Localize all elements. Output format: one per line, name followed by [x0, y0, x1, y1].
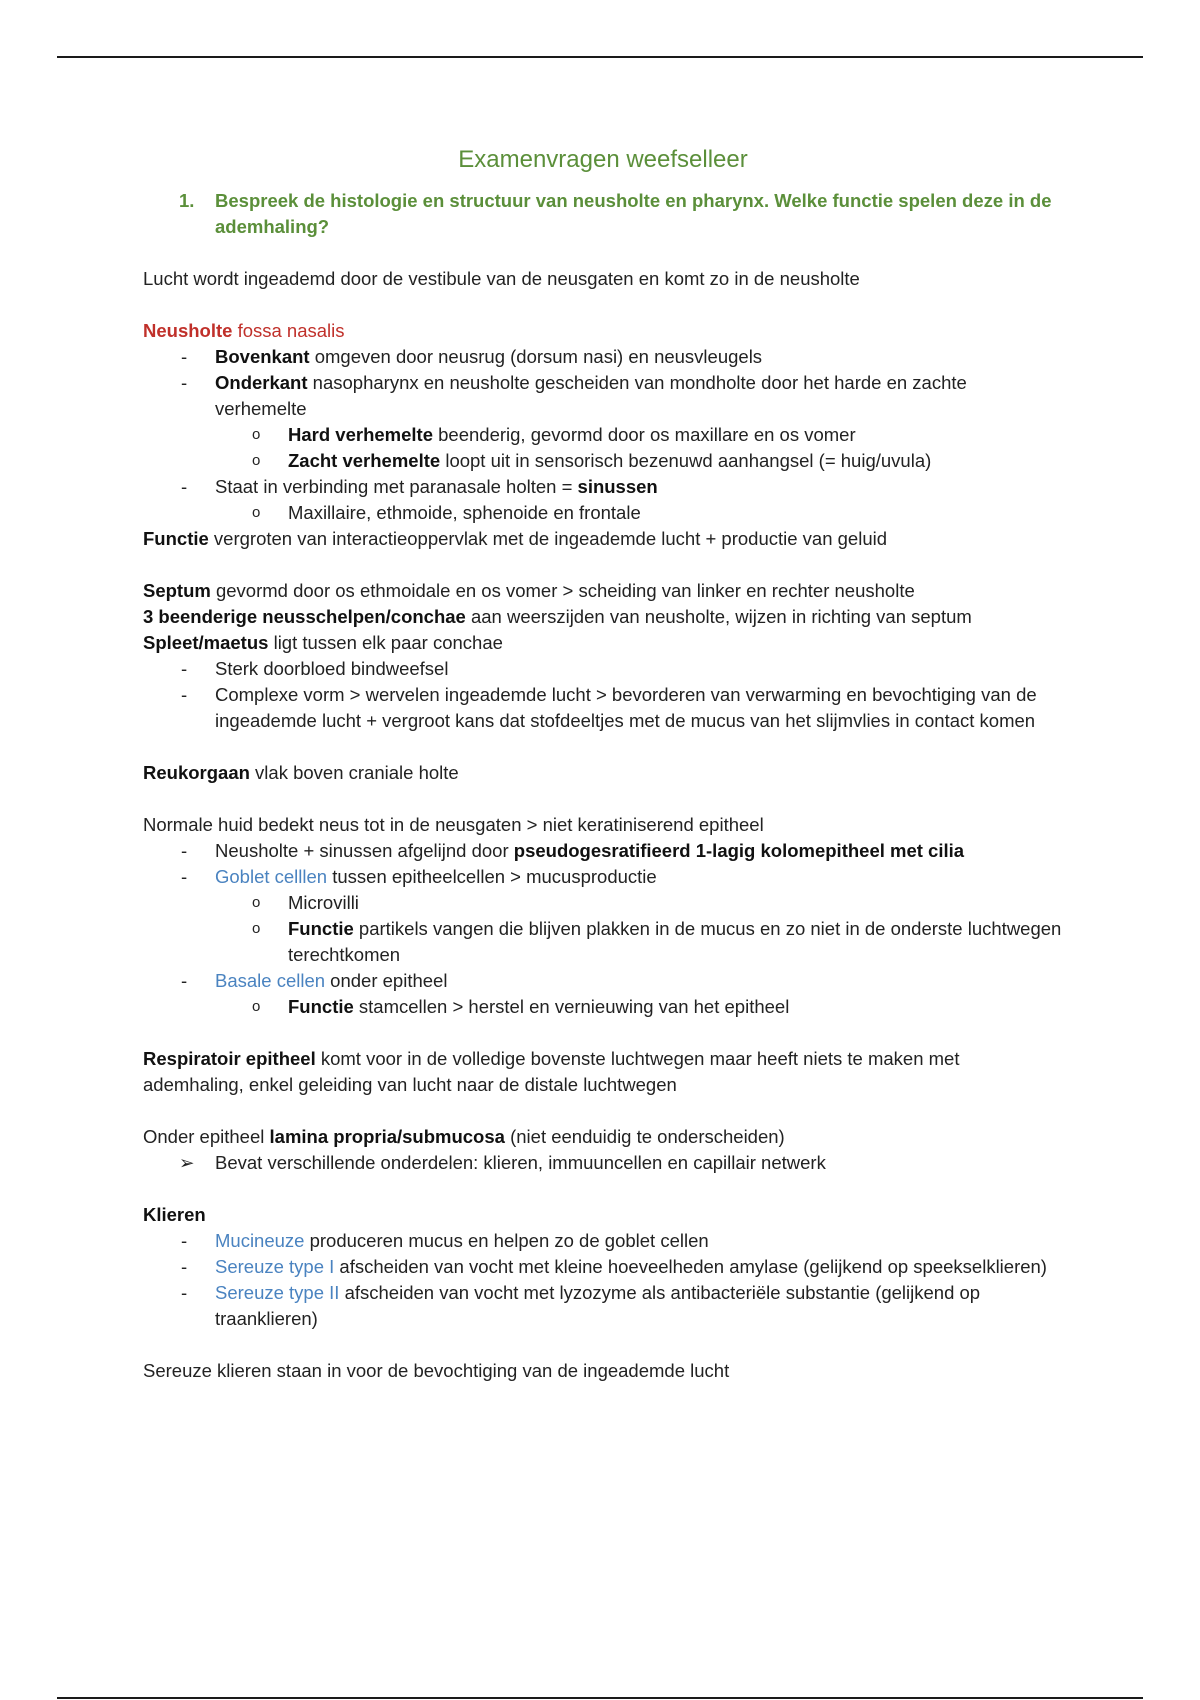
maetus-line: Spleet/maetus ligt tussen elk paar conchae — [143, 632, 503, 653]
sub-list-item: o Zacht verhemelte loopt uit in sensorisch bezenuwd aanhangsel (= huig/uvula) — [252, 450, 932, 471]
closing-line: Sereuze klieren staan in voor de bevochtiging van de ingeademde lucht — [143, 1360, 730, 1381]
septum-line: Septum gevormd door os ethmoidale en os vomer > scheiding van linker en rechter neusholte — [143, 580, 915, 601]
sub-list-item: o Maxillaire, ethmoide, sphenoide en frontale — [252, 502, 641, 523]
list-item: - Sterk doorbloed bindweefsel — [181, 658, 449, 679]
list-item: - Mucineuze produceren mucus en helpen zo de goblet cellen — [181, 1230, 709, 1251]
arrow-list-item: ➢ Bevat verschillende onderdelen: klieren, immuuncellen en capillair netwerk — [143, 1150, 1063, 1176]
intro-paragraph: Lucht wordt ingeademd door de vestibule van de neusgaten en komt zo in de neusholte — [143, 268, 860, 289]
document-title: Examenvragen weefselleer — [458, 146, 748, 173]
list-item: - Neusholte + sinussen afgelijnd door pseudogesratifieerd 1-lagig kolomepitheel met cilia — [181, 840, 965, 861]
conchae-line: 3 beenderige neusschelpen/conchae aan weerszijden van neusholte, wijzen in richting van septum — [143, 606, 972, 627]
respiratoir-paragraph: Respiratoir epitheel komt voor in de volledige bovenste luchtwegen maar heeft niets te maken met ademhaling, enkel geleiding van lucht naar de distale luchtwegen — [143, 1048, 960, 1095]
klieren-heading: Klieren — [143, 1204, 206, 1225]
functie-line: Functie vergroten van interactieoppervlak met de ingeademde lucht + productie van geluid — [143, 528, 888, 549]
question-text: Bespreek de histologie en structuur van neusholte en pharynx. Welke functie spelen deze in de ademhaling? — [215, 190, 1052, 237]
arrow-bullet-icon: ➢ — [179, 1152, 195, 1173]
question-number: 1. — [179, 190, 195, 211]
neusholte-heading: Neusholte fossa nasalis — [143, 320, 345, 341]
huid-intro: Normale huid bedekt neus tot in de neusgaten > niet keratiniserend epitheel — [143, 814, 764, 835]
list-item: - Onderkant nasopharynx en neusholte gescheiden van mondholte door het harde en zachte verhemelte — [181, 372, 967, 419]
sub-list-item: o Functie stamcellen > herstel en vernieuwing van het epitheel — [252, 996, 790, 1017]
list-item: - Sereuze type II afscheiden van vocht met lyzozyme als antibacteriële substantie (gelijkend op traanklieren) — [181, 1282, 981, 1329]
list-item: - Goblet celllen tussen epitheelcellen > mucusproductie — [181, 866, 657, 887]
header-rule — [57, 56, 1143, 58]
list-item: - Staat in verbinding met paranasale holten = sinussen — [181, 476, 658, 497]
list-item: - Bovenkant omgeven door neusrug (dorsum nasi) en neusvleugels — [181, 346, 763, 367]
document-page — [143, 140, 1063, 1384]
list-item: - Basale cellen onder epitheel — [181, 970, 448, 991]
list-item: - Complexe vorm > wervelen ingeademde lucht > bevorderen van verwarming en bevochtiging van de ingeademde lucht + vergroot kans dat stofdeeltjes met de mucus van het slijmvlies in contact komen — [181, 684, 1037, 731]
list-item: - Sereuze type I afscheiden van vocht met kleine hoeveelheden amylase (gelijkend op speekselklieren) — [181, 1256, 1047, 1277]
sub-list-item: o Functie partikels vangen die blijven plakken in de mucus en zo niet in de onderste luchtwegen terechtkomen — [252, 918, 1062, 965]
sub-list-item: o Microvilli — [252, 892, 359, 913]
lamina-line: Onder epitheel lamina propria/submucosa (niet eenduidig te onderscheiden) — [143, 1126, 785, 1147]
sub-list-item: o Hard verhemelte beenderig, gevormd door os maxillare en os vomer — [252, 424, 856, 445]
footer-rule — [57, 1697, 1143, 1699]
question-1 — [143, 188, 1063, 240]
reukorgaan-line: Reukorgaan vlak boven craniale holte — [143, 762, 459, 783]
